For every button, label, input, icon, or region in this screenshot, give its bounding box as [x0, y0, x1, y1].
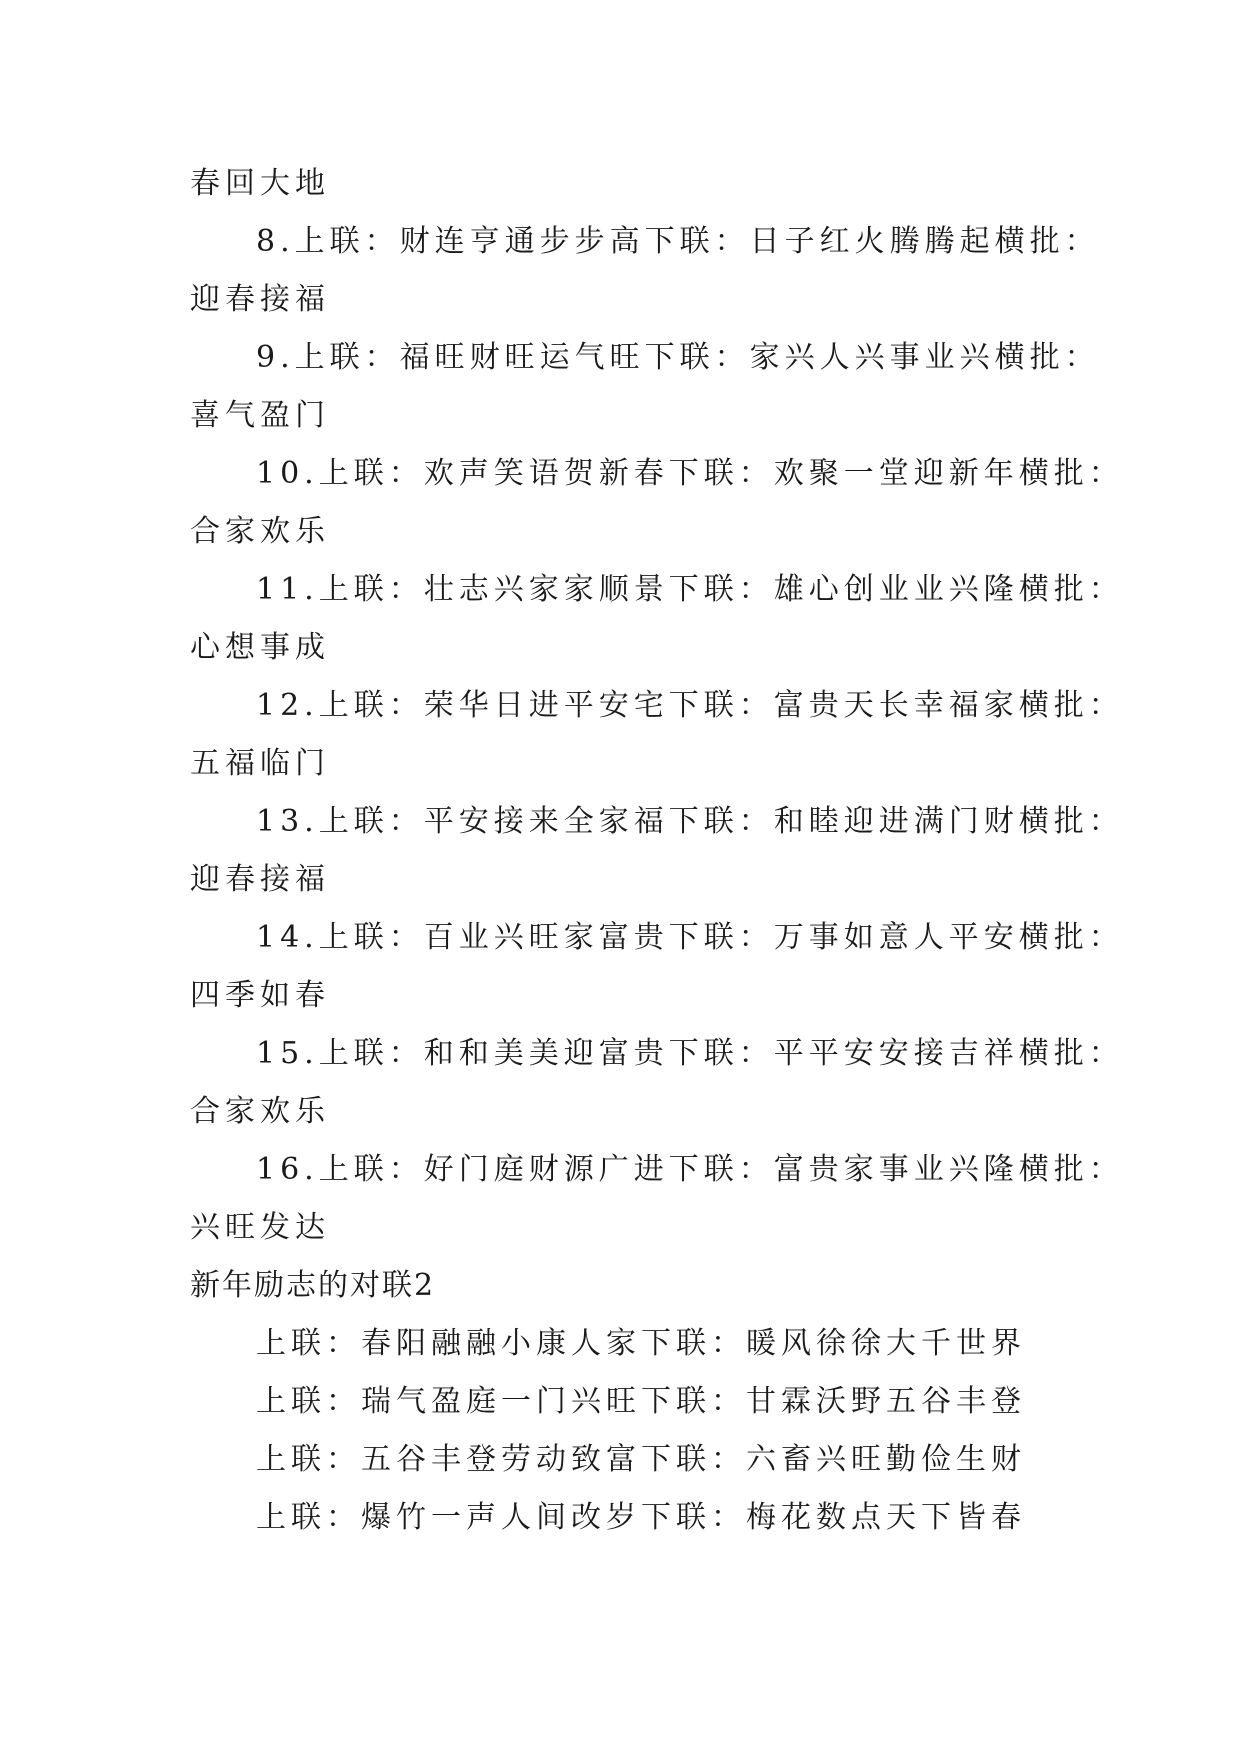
couplet-8: 8.上联：财连亨通步步高下联：日子红火腾腾起横批：: [256, 224, 1100, 259]
couplet-13: 13.上联：平安接来全家福下联：和睦迎进满门财横批：: [256, 804, 1124, 839]
couplet-10-continuation: 合家欢乐: [190, 514, 330, 549]
couplet-16-continuation: 兴旺发达: [190, 1210, 330, 1245]
couplet-16: 16.上联：好门庭财源广进下联：富贵家事业兴隆横批：: [256, 1152, 1124, 1187]
couplet-12: 12.上联：荣华日进平安宅下联：富贵天长幸福家横批：: [256, 688, 1124, 723]
section-couplet: 上联：五谷丰登劳动致富下联：六畜兴旺勤俭生财: [256, 1442, 1026, 1477]
section-couplet: 上联：爆竹一声人间改岁下联：梅花数点天下皆春: [256, 1500, 1026, 1535]
couplet-9: 9.上联：福旺财旺运气旺下联：家兴人兴事业兴横批：: [256, 340, 1100, 375]
document-page: [190, 155, 1124, 1547]
section-couplet: 上联：春阳融融小康人家下联：暖风徐徐大千世界: [256, 1326, 1026, 1361]
couplet-11-continuation: 心想事成: [190, 630, 330, 665]
couplet-8-continuation: 迎春接福: [190, 282, 330, 317]
couplet-13-continuation: 迎春接福: [190, 862, 330, 897]
couplet-15: 15.上联：和和美美迎富贵下联：平平安安接吉祥横批：: [256, 1036, 1124, 1071]
couplet-10: 10.上联：欢声笑语贺新春下联：欢聚一堂迎新年横批：: [256, 456, 1124, 491]
couplet-9-continuation: 喜气盈门: [190, 398, 330, 433]
section-couplet: 上联：瑞气盈庭一门兴旺下联：甘霖沃野五谷丰登: [256, 1384, 1026, 1419]
section-title: 新年励志的对联2: [190, 1268, 436, 1303]
couplet-14: 14.上联：百业兴旺家富贵下联：万事如意人平安横批：: [256, 920, 1124, 955]
paragraph-continuation: 春回大地: [190, 166, 330, 201]
couplet-14-continuation: 四季如春: [190, 978, 330, 1013]
couplet-11: 11.上联：壮志兴家家顺景下联：雄心创业业兴隆横批：: [256, 572, 1124, 607]
couplet-12-continuation: 五福临门: [190, 746, 330, 781]
couplet-15-continuation: 合家欢乐: [190, 1094, 330, 1129]
